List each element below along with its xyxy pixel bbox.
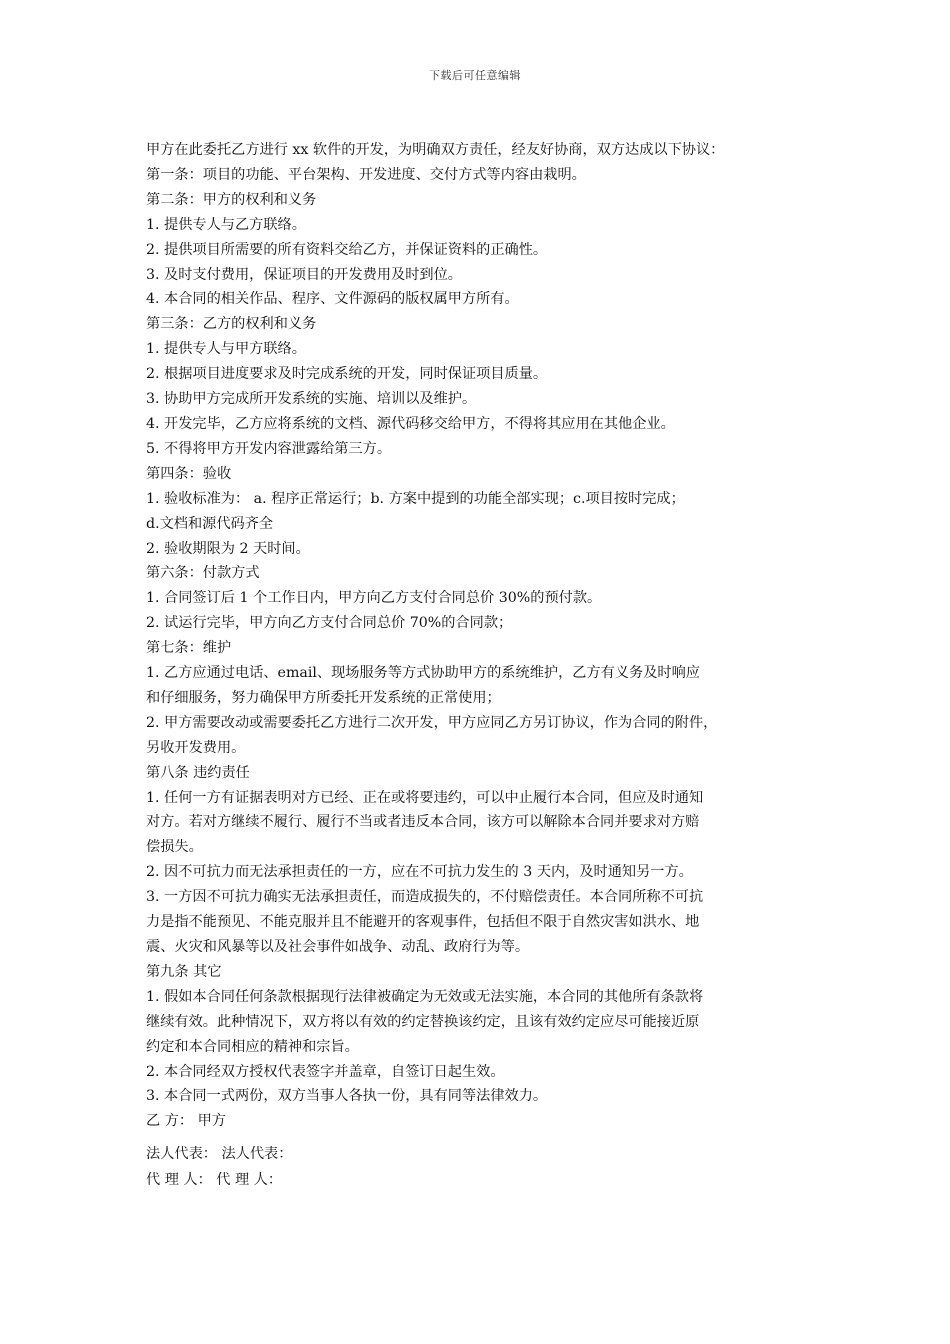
- article-8-item-cont: 对方。若对方继续不履行、履行不当或者违反本合同，该方可以解除本合同并要求对方赔: [146, 814, 700, 831]
- article-9-item: 1. 假如本合同任何条款根据现行法律被确定为无效或无法实施，本合同的其他所有条款将: [146, 988, 704, 1005]
- article-7-item: 1. 乙方应通过电话、email、现场服务等方式协助甲方的系统维护，乙方有义务及时响应: [146, 665, 700, 682]
- article-7-item-cont: 和仔细服务，努力确保甲方所委托开发系统的正常使用；: [146, 689, 501, 706]
- article-3-item: 3. 协助甲方完成所开发系统的实施、培训以及维护。: [146, 391, 477, 408]
- article-7-item-cont: 另收开发费用。: [146, 739, 246, 756]
- article-3-item: 1. 提供专人与甲方联络。: [146, 341, 306, 358]
- article-2-item: 1. 提供专人与乙方联络。: [146, 216, 306, 233]
- article-9-item: 3. 本合同一式两份，双方当事人各执一份，具有同等法律效力。: [146, 1088, 548, 1105]
- article-8-item-cont: 力是指不能预见、不能克服并且不能避开的客观事件，包括但不限于自然灾害如洪水、地: [146, 914, 700, 931]
- legal-representative-line: 法人代表： 法人代表：: [146, 1146, 293, 1162]
- article-8-heading: 第八条 违约责任: [146, 764, 250, 781]
- article-9-item-cont: 约定和本合同相应的精神和宗旨。: [146, 1038, 359, 1055]
- article-3-item: 4. 开发完毕，乙方应将系统的文档、源代码移交给甲方，不得将其应用在其他企业。: [146, 415, 675, 432]
- article-4-item-cont: d.文档和源代码齐全: [146, 515, 274, 532]
- article-9-item-cont: 继续有效。此种情况下，双方将以有效的约定替换该约定，且该有效约定应尽可能接近原: [146, 1013, 700, 1030]
- article-2-item: 2. 提供项目所需要的所有资料交给乙方，并保证资料的正确性。: [146, 241, 548, 258]
- contract-intro: 甲方在此委托乙方进行 xx 软件的开发，为明确双方责任，经友好协商，双方达成以下协议：: [146, 142, 725, 158]
- article-6-item: 1. 合同签订后 1 个工作日内，甲方向乙方支付合同总价 30%的预付款。: [146, 590, 602, 607]
- article-3-heading: 第三条：乙方的权利和义务: [146, 316, 317, 333]
- article-2-item: 4. 本合同的相关作品、程序、文件源码的版权属甲方所有。: [146, 291, 519, 308]
- page-header: 下载后可任意编辑: [429, 69, 521, 82]
- parties-line: 乙 方： 甲方: [146, 1113, 226, 1130]
- article-1: 第一条：项目的功能、平台架构、开发进度、交付方式等内容由栽明。: [146, 166, 586, 183]
- article-4-item: 1. 验收标准为： a. 程序正常运行；b. 方案中提到的功能全部实现；c.项目按时完成；: [146, 490, 685, 507]
- article-8-item: 1. 任何一方有证据表明对方已经、正在或将要违约，可以中止履行本合同，但应及时通知: [146, 789, 704, 806]
- article-8-item: 2. 因不可抗力而无法承担责任的一方，应在不可抗力发生的 3 天内，及时通知另一方。: [146, 864, 693, 881]
- article-9-heading: 第九条 其它: [146, 963, 222, 980]
- signature-block: [146, 1141, 292, 1193]
- article-8-item-cont: 偿损失。: [146, 839, 203, 856]
- article-6-item: 2. 试运行完毕，甲方向乙方支付合同总价 70%的合同款；: [146, 615, 513, 632]
- article-8-item: 3. 一方因不可抗力确实无法承担责任，而造成损失的，不付赔偿责任。本合同所称不可抗: [146, 889, 704, 906]
- article-9-item: 2. 本合同经双方授权代表签字并盖章，自签订日起生效。: [146, 1063, 505, 1080]
- agent-line: 代 理 人： 代 理 人：: [146, 1172, 283, 1188]
- contract-body: [146, 138, 818, 1134]
- article-3-item: 5. 不得将甲方开发内容泄露给第三方。: [146, 440, 392, 457]
- article-6-heading: 第六条：付款方式: [146, 565, 260, 582]
- article-8-item-cont: 震、火灾和风暴等以及社会事件如战争、动乱、政府行为等。: [146, 939, 530, 955]
- article-3-item: 2. 根据项目进度要求及时完成系统的开发，同时保证项目质量。: [146, 366, 548, 383]
- article-4-item: 2. 验收期限为 2 天时间。: [146, 540, 310, 557]
- article-7-item: 2. 甲方需要改动或需要委托乙方进行二次开发，甲方应同乙方另订协议，作为合同的附件，: [146, 714, 718, 731]
- article-2-item: 3. 及时支付费用，保证项目的开发费用及时到位。: [146, 266, 462, 283]
- article-7-heading: 第七条：维护: [146, 640, 232, 657]
- article-2-heading: 第二条：甲方的权利和义务: [146, 191, 317, 208]
- article-4-heading: 第四条：验收: [146, 465, 232, 482]
